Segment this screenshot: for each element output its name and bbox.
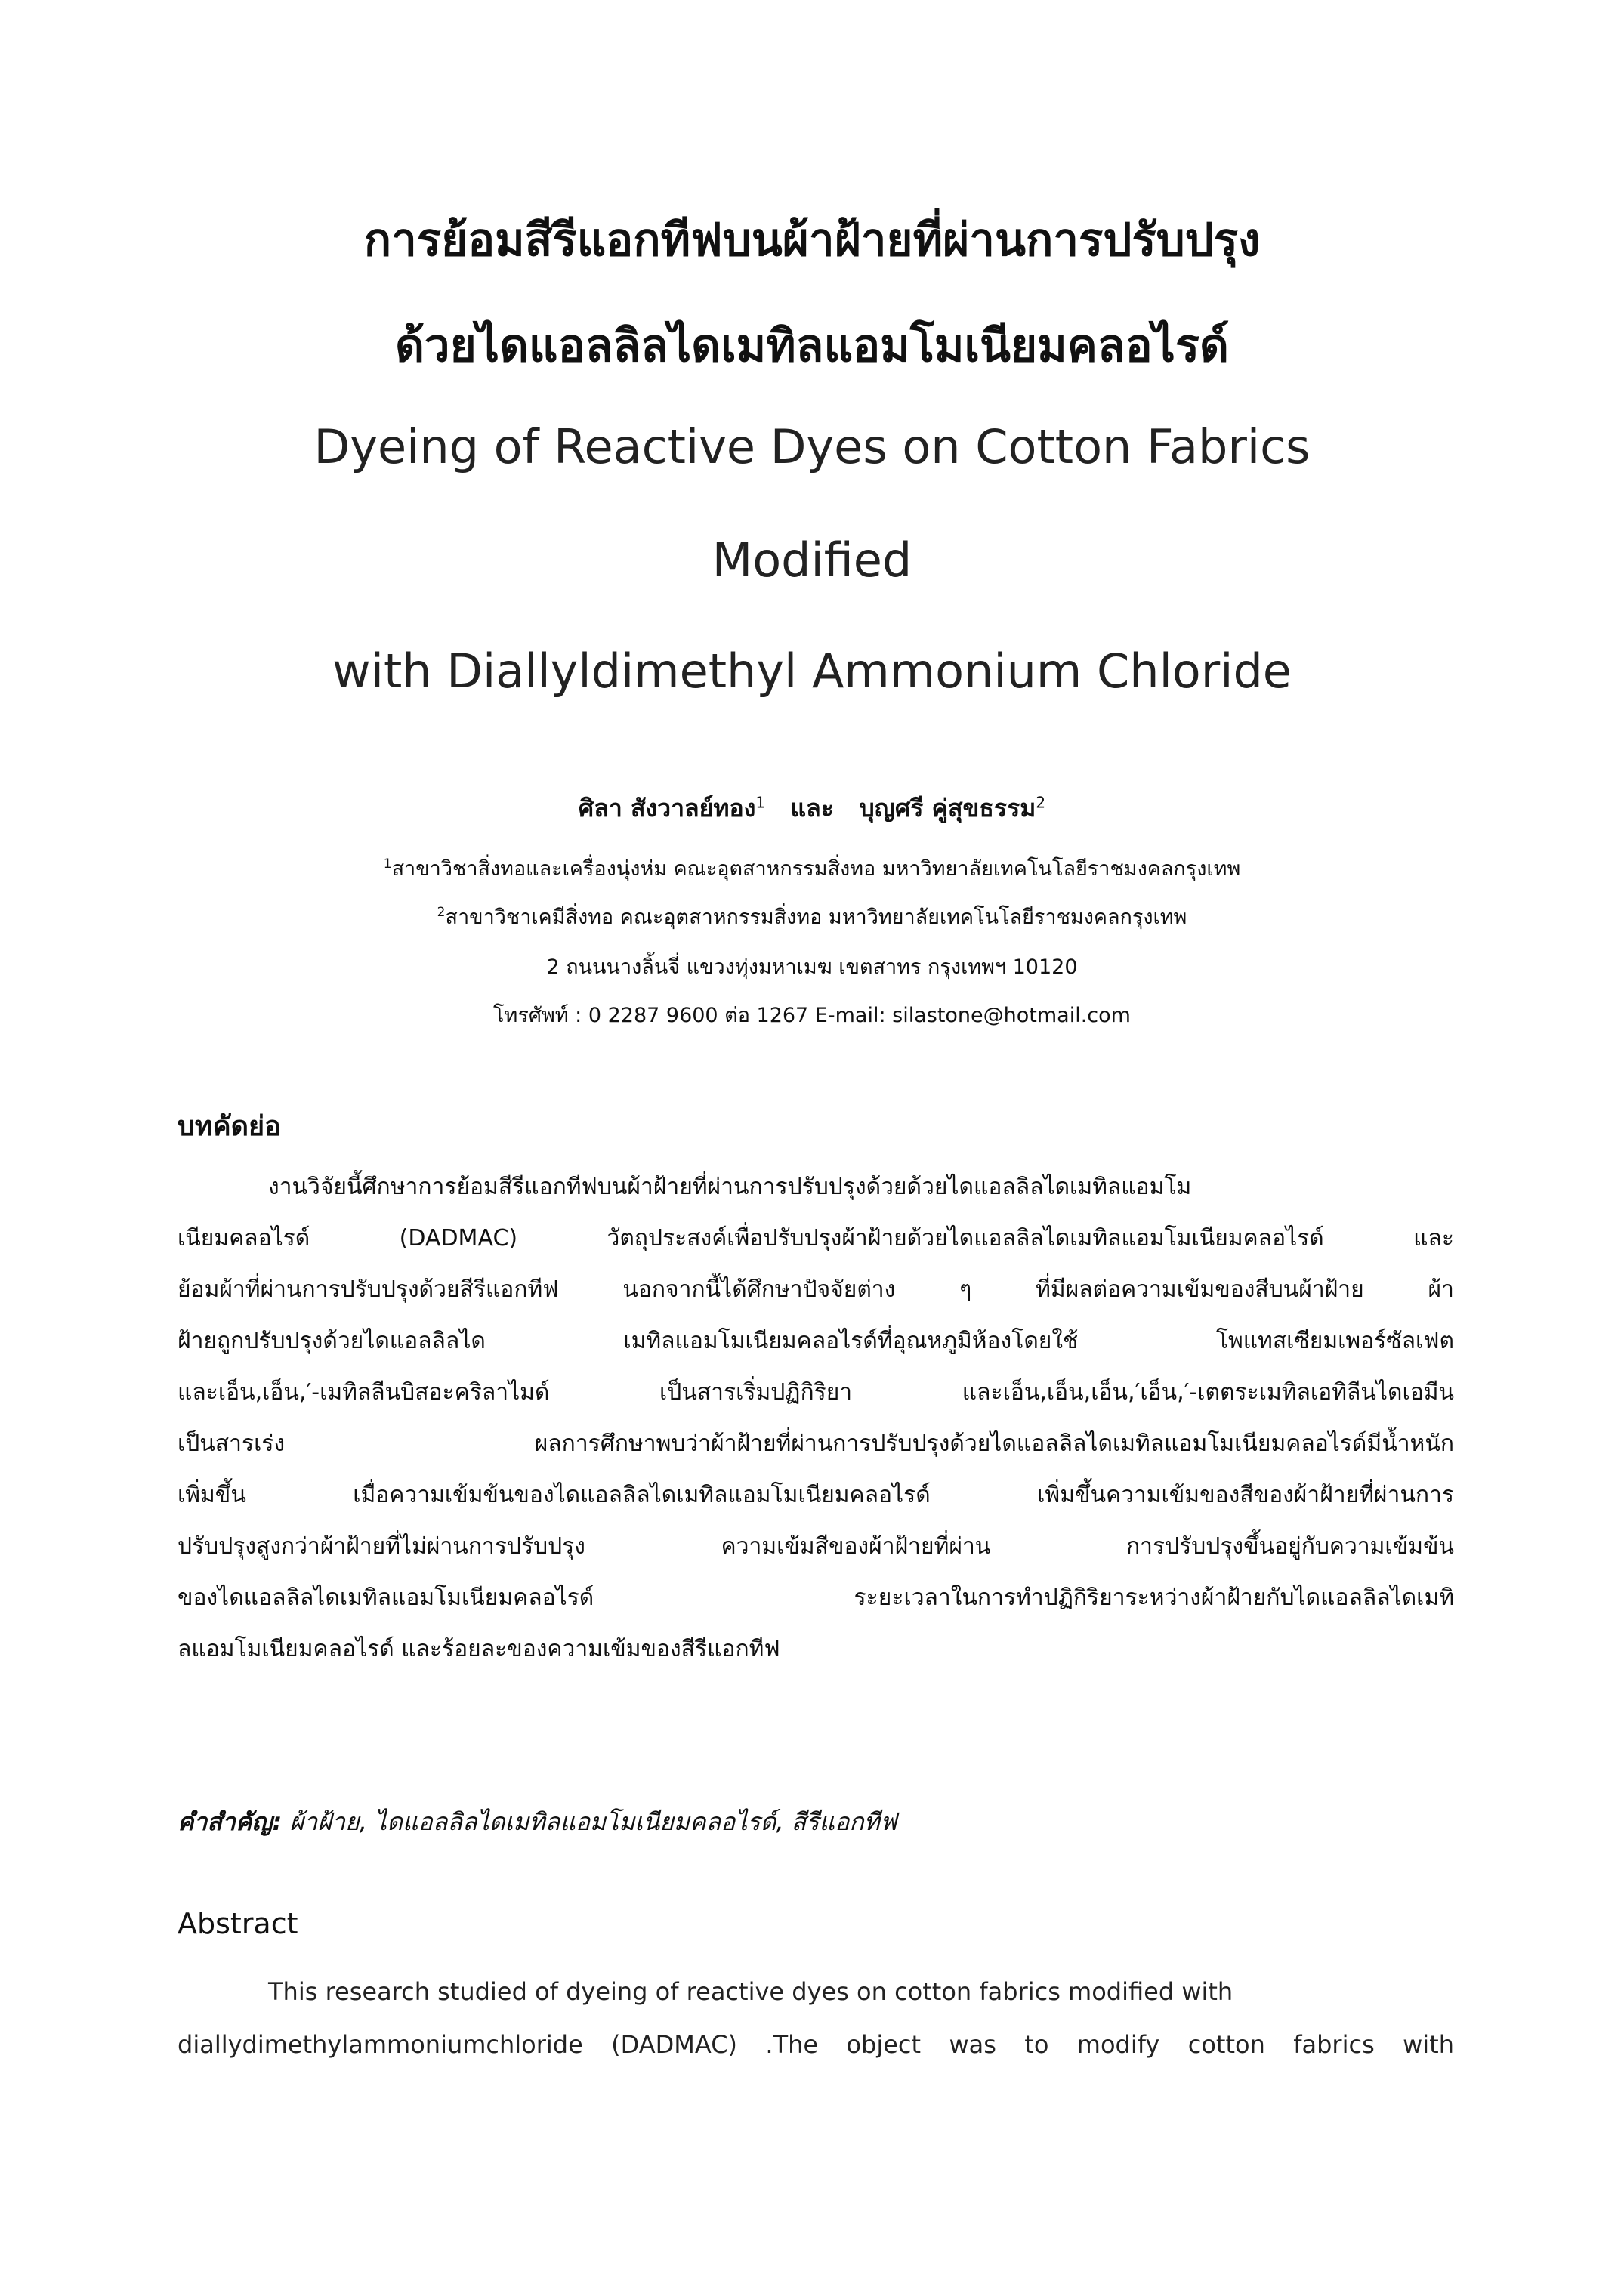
thai-abstract-line: เนียมคลอไรด์ (DADMAC) วัตถุประสงค์เพื่อปรับปรุงผ้าฝ้ายด้วยไดแอลลิลไดเมทิลแอมโมเนียมคลอไรด์ และ	[178, 1225, 1454, 1251]
contact-info: โทรศัพท์ : 0 2287 9600 ต่อ 1267 E-mail: silastone@hotmail.com	[493, 1004, 1131, 1027]
english-abstract-heading: Abstract	[178, 1907, 298, 1940]
affiliation-1-superscript: 1	[383, 856, 392, 872]
title-english-line-2: Modified	[712, 532, 912, 588]
title-thai-line-2: ด้วยไดแอลลิลไดเมทิลแอมโมเนียมคลอไรด์	[394, 319, 1230, 372]
postal-address: 2 ถนนนางลิ้นจี่ แขวงทุ่งมหาเมฆ เขตสาทร กรุงเทพฯ 10120	[546, 955, 1078, 979]
english-abstract-line: diallydimethylammoniumchloride (DADMAC) .The object was to modify cotton fabrics with	[178, 2030, 1454, 2059]
author-2-name: บุญศรี คู่สุขธรรม	[859, 794, 1036, 822]
thai-abstract-line: เป็นสารเร่ง ผลการศึกษาพบว่าผ้าฝ้ายที่ผ่านการปรับปรุงด้วยไดแอลลิลไดเมทิลแอมโมเนียมคลอไรด์มีน้ำหนัก	[178, 1430, 1454, 1457]
keywords	[178, 1803, 897, 1841]
thai-abstract-line: ลแอมโมเนียมคลอไรด์ และร้อยละของความเข้มของสีรีแอกทีฟ	[178, 1636, 780, 1662]
english-abstract-line: This research studied of dyeing of reactive dyes on cotton fabrics modified with	[268, 1977, 1233, 2006]
author-1-name: ศิลา สังวาลย์ทอง	[578, 794, 756, 822]
thai-abstract-line: งานวิจัยนี้ศึกษาการย้อมสีรีแอกทีฟบนผ้าฝ้ายที่ผ่านการปรับปรุงด้วยด้วยไดแอลลิลไดเมทิลแอมโม	[268, 1174, 1192, 1200]
author-2-superscript: 2	[1036, 793, 1046, 812]
title-english-line-3: with Diallyldimethyl Ammonium Chloride	[332, 643, 1292, 699]
title-english-line-1: Dyeing of Reactive Dyes on Cotton Fabrics	[313, 419, 1311, 474]
author-1-superscript: 1	[755, 793, 766, 812]
thai-abstract-line: และเอ็น,เอ็น,′-เมทิลลีนบิสอะคริลาไมด์ เป็นสารเริ่มปฏิกิริยา และเอ็น,เอ็น,เอ็น,′เอ็น,′-เตตระเมทิลเอทิลีนไดเอมีน	[178, 1379, 1454, 1406]
affiliation-1	[0, 852, 1624, 884]
thai-abstract-line: เพิ่มขึ้น เมื่อความเข้มข้นของไดแอลลิลไดเมทิลแอมโมเนียมคลอไรด์ เพิ่มขึ้นความเข้มของสีของผ้าฝ้ายที่ผ่านการ	[178, 1482, 1454, 1508]
thai-abstract-line: ปรับปรุงสูงกว่าผ้าฝ้ายที่ไม่ผ่านการปรับปรุง ความเข้มสีของผ้าฝ้ายที่ผ่าน การปรับปรุงขึ้นอยู่กับความเข้มข้น	[178, 1533, 1454, 1560]
keywords-label: คำสำคัญ:	[178, 1807, 283, 1836]
author-conjunction: และ	[790, 794, 834, 822]
author-list	[0, 789, 1624, 828]
affiliation-1-text: สาขาวิชาสิ่งทอและเครื่องนุ่งห่ม คณะอุตสาหกรรมสิ่งทอ มหาวิทยาลัยเทคโนโลยีราชมงคลกรุงเทพ	[391, 857, 1241, 881]
title-thai-line-1: การย้อมสีรีแอกทีฟบนผ้าฝ้ายที่ผ่านการปรับปรุง	[363, 214, 1261, 267]
thai-abstract-line: ของไดแอลลิลไดเมทิลแอมโมเนียมคลอไรด์ ระยะเวลาในการทำปฏิกิริยาระหว่างผ้าฝ้ายกับไดแอลลิลไดเมทิ	[178, 1585, 1454, 1611]
keywords-text: ผ้าฝ้าย, ไดแอลลิลไดเมทิลแอมโมเนียมคลอไรด์, สีรีแอกทีฟ	[282, 1807, 897, 1836]
affiliation-2-text: สาขาวิชาเคมีสิ่งทอ คณะอุตสาหกรรมสิ่งทอ มหาวิทยาลัยเทคโนโลยีราชมงคลกรุงเทพ	[445, 906, 1187, 929]
thai-abstract-heading: บทคัดย่อ	[178, 1111, 281, 1142]
thai-abstract-line: ย้อมผ้าที่ผ่านการปรับปรุงด้วยสีรีแอกทีฟ นอกจากนี้ได้ศึกษาปัจจัยต่าง ๆ ที่มีผลต่อความเข้มของสีบนผ้าฝ้าย ผ้า	[178, 1276, 1454, 1303]
thai-abstract-line: ฝ้ายถูกปรับปรุงด้วยไดแอลลิลได เมทิลแอมโมเนียมคลอไรด์ที่อุณหภูมิห้องโดยใช้ โพแทสเซียมเพอร์ซัลเฟต	[178, 1328, 1454, 1354]
affiliation-2-superscript: 2	[437, 905, 446, 920]
affiliation-2	[0, 900, 1624, 933]
